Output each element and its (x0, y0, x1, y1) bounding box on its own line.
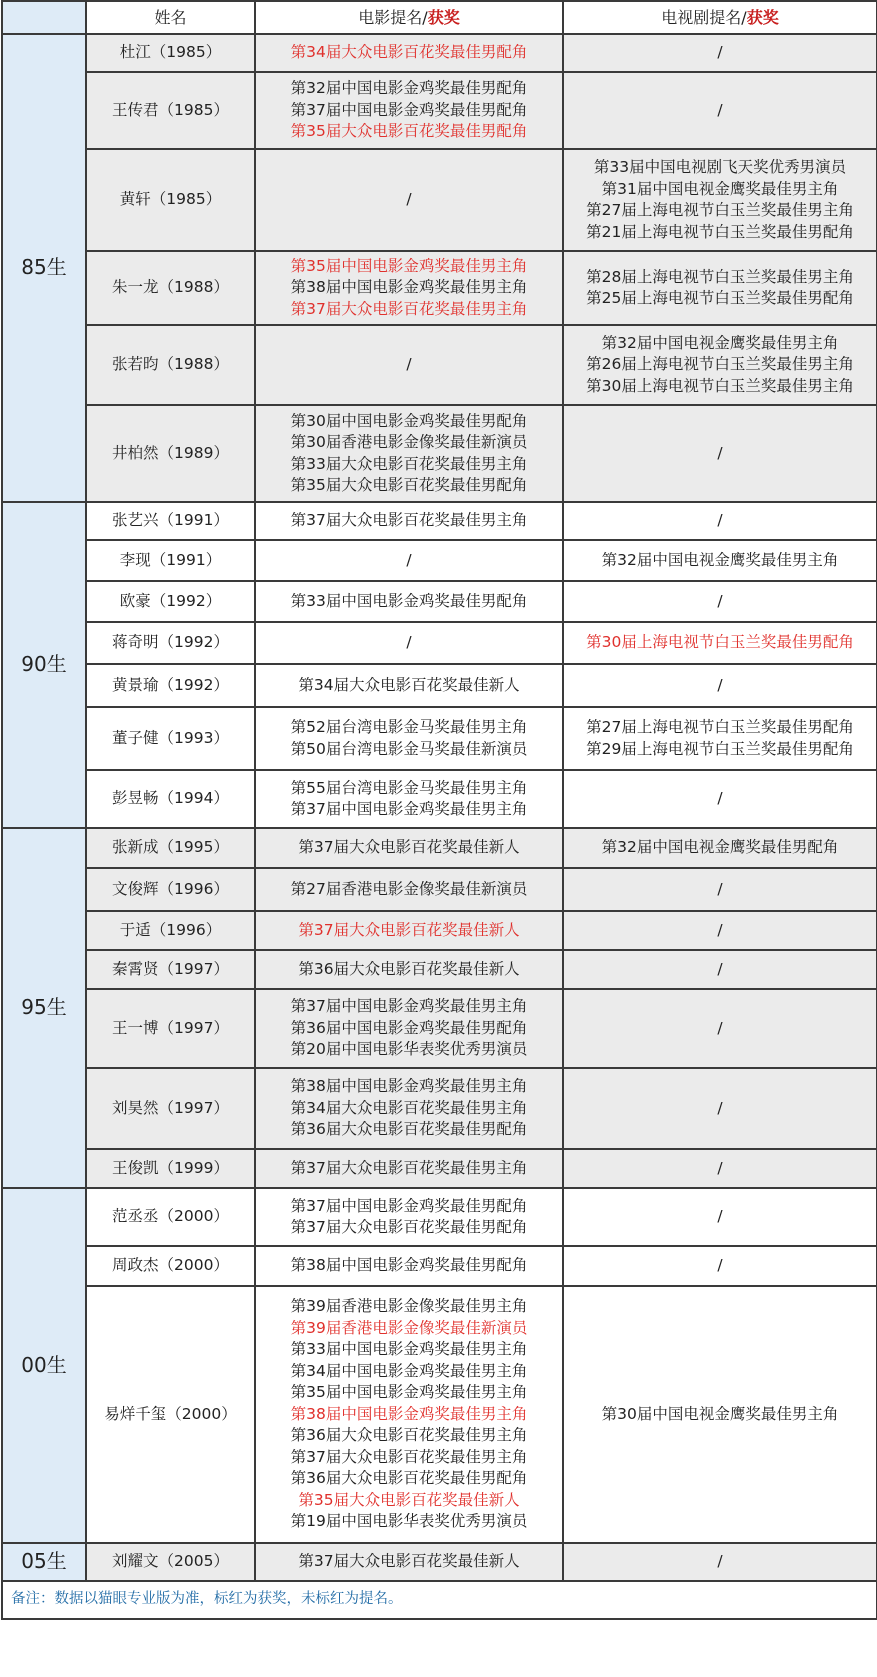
award-nominated: 第38届中国电影金鸡奖最佳男主角 (290, 278, 528, 297)
award-nominated: 第55届台湾电影金马奖最佳男主角 (290, 778, 528, 797)
empty-slash: / (717, 675, 723, 694)
table-row (2, 1543, 877, 1581)
award-nominated: 第27届上海电视节白玉兰奖最佳男主角 (586, 201, 854, 219)
actor-name: 于适（1996） (86, 911, 255, 950)
award-nominated: 第52届台湾电影金马奖最佳男主角 (290, 718, 528, 736)
award-won: 第39届香港电影金像奖最佳新演员 (290, 1318, 528, 1337)
tv-awards-cell (563, 868, 877, 911)
table-row (2, 251, 877, 325)
birth-group-label: 85生 (2, 34, 86, 502)
award-nominated: 第33届中国电影金鸡奖最佳男配角 (290, 591, 528, 610)
award-won: 第34届大众电影百花奖最佳男配角 (290, 43, 528, 62)
award-nominated: 第19届中国电影华表奖优秀男演员 (290, 1512, 528, 1531)
award-nominated: 第27届上海电视节白玉兰奖最佳男配角 (586, 718, 854, 736)
tv-awards-cell (563, 325, 877, 405)
award-won: 第30届上海电视节白玉兰奖最佳男配角 (586, 633, 854, 652)
tv-awards-cell (563, 1286, 877, 1543)
header-name: 姓名 (86, 1, 255, 34)
actor-name: 刘耀文（2005） (86, 1543, 255, 1581)
award-nominated: 第32届中国电影金鸡奖最佳男配角 (290, 79, 528, 98)
actor-name: 黄轩（1985） (86, 149, 255, 251)
film-awards-cell (255, 251, 563, 325)
award-nominated: 第32届中国电视金鹰奖最佳男主角 (601, 333, 839, 352)
header-group (2, 1, 86, 34)
header-tv-nominated: 电视剧提名/ (661, 7, 747, 27)
actor-name: 易烊千玺（2000） (86, 1286, 255, 1543)
award-nominated: 第32届中国电视金鹰奖最佳男主角 (601, 550, 839, 569)
table-row (2, 707, 877, 770)
empty-slash: / (717, 443, 723, 462)
actor-name: 杜江（1985） (86, 34, 255, 72)
tv-awards-cell (563, 581, 877, 622)
film-awards-cell (255, 868, 563, 911)
award-nominated: 第36届大众电影百花奖最佳男配角 (290, 1120, 528, 1139)
award-nominated: 第37届大众电影百花奖最佳男主角 (290, 511, 528, 530)
tv-awards-cell (563, 1246, 877, 1286)
empty-slash: / (406, 190, 412, 209)
film-awards-cell (255, 950, 563, 989)
actor-name: 张若昀（1988） (86, 325, 255, 405)
tv-awards-cell (563, 622, 877, 664)
birth-group-label: 00生 (2, 1188, 86, 1543)
award-nominated: 第34届大众电影百花奖最佳男主角 (290, 1098, 528, 1117)
award-nominated: 第36届大众电影百花奖最佳新人 (298, 959, 520, 978)
empty-slash: / (406, 550, 412, 569)
awards-table (1, 0, 877, 1620)
table-row (2, 770, 877, 828)
empty-slash: / (717, 591, 723, 610)
award-nominated: 第30届中国电影金鸡奖最佳男配角 (290, 411, 528, 430)
tv-awards-cell (563, 989, 877, 1068)
film-awards-cell (255, 325, 563, 405)
table-row (2, 72, 877, 149)
tv-awards-cell (563, 149, 877, 251)
award-nominated: 第36届中国电影金鸡奖最佳男配角 (290, 1018, 528, 1037)
table-row (2, 622, 877, 664)
tv-awards-cell (563, 1543, 877, 1581)
award-nominated: 第36届大众电影百花奖最佳男主角 (290, 1426, 528, 1445)
table-row (2, 1246, 877, 1286)
header-film-nominated: 电影提名/ (358, 7, 428, 27)
award-won: 第37届大众电影百花奖最佳新人 (298, 920, 520, 939)
actor-name: 蒋奇明（1992） (86, 622, 255, 664)
actor-name: 张新成（1995） (86, 828, 255, 868)
award-nominated: 第25届上海电视节白玉兰奖最佳男配角 (586, 289, 854, 307)
award-nominated: 第37届大众电影百花奖最佳新人 (298, 1552, 520, 1571)
empty-slash: / (717, 1018, 723, 1037)
film-awards-cell (255, 1149, 563, 1188)
award-nominated: 第31届中国电视金鹰奖最佳男主角 (601, 179, 839, 198)
table-row (2, 1188, 877, 1246)
table-row (2, 828, 877, 868)
actor-name: 李现（1991） (86, 540, 255, 581)
actor-name: 董子健（1993） (86, 707, 255, 770)
award-nominated: 第29届上海电视节白玉兰奖最佳男配角 (586, 739, 854, 758)
table-row (2, 1149, 877, 1188)
tv-awards-cell (563, 1068, 877, 1149)
actor-name: 周政杰（2000） (86, 1246, 255, 1286)
table-row (2, 868, 877, 911)
film-awards-cell (255, 770, 563, 828)
award-nominated: 第35届中国电影金鸡奖最佳男主角 (290, 1383, 528, 1402)
empty-slash: / (717, 1256, 723, 1275)
award-nominated: 第37届大众电影百花奖最佳男主角 (290, 1158, 528, 1177)
award-nominated: 第20届中国电影华表奖优秀男演员 (290, 1040, 528, 1059)
award-nominated: 第35届大众电影百花奖最佳男配角 (290, 476, 528, 494)
table-row (2, 950, 877, 989)
empty-slash: / (717, 1158, 723, 1177)
award-nominated: 第37届大众电影百花奖最佳男主角 (290, 1447, 528, 1466)
actor-name: 彭昱畅（1994） (86, 770, 255, 828)
actor-name: 王传君（1985） (86, 72, 255, 149)
empty-slash: / (717, 43, 723, 62)
actor-name: 朱一龙（1988） (86, 251, 255, 325)
tv-awards-cell (563, 251, 877, 325)
tv-awards-cell (563, 502, 877, 540)
actor-name: 文俊辉（1996） (86, 868, 255, 911)
tv-awards-cell (563, 34, 877, 72)
award-nominated: 第26届上海电视节白玉兰奖最佳男主角 (586, 355, 854, 374)
table-row (2, 325, 877, 405)
actor-name: 黄景瑜（1992） (86, 664, 255, 707)
table-row (2, 664, 877, 707)
tv-awards-cell (563, 1149, 877, 1188)
empty-slash: / (717, 1552, 723, 1571)
actor-name: 张艺兴（1991） (86, 502, 255, 540)
table-row (2, 405, 877, 502)
film-awards-cell (255, 1068, 563, 1149)
award-nominated: 第33届中国电视剧飞天奖优秀男演员 (593, 158, 847, 176)
tv-awards-cell (563, 911, 877, 950)
tv-awards-cell (563, 72, 877, 149)
award-nominated: 第33届中国电影金鸡奖最佳男主角 (290, 1340, 528, 1359)
header-row (2, 1, 877, 34)
empty-slash: / (717, 959, 723, 978)
tv-awards-cell (563, 707, 877, 770)
film-awards-cell (255, 405, 563, 502)
award-won: 第37届大众电影百花奖最佳男主角 (290, 299, 528, 318)
award-won: 第35届中国电影金鸡奖最佳男主角 (290, 256, 528, 275)
note-row (2, 1581, 877, 1619)
award-nominated: 第30届上海电视节白玉兰奖最佳男主角 (586, 376, 854, 395)
award-nominated: 第37届中国电影金鸡奖最佳男配角 (290, 1196, 528, 1215)
actor-name: 井柏然（1989） (86, 405, 255, 502)
award-nominated: 第37届中国电影金鸡奖最佳男主角 (290, 800, 528, 818)
award-nominated: 第36届大众电影百花奖最佳男配角 (290, 1469, 528, 1488)
award-won: 第35届大众电影百花奖最佳男配角 (290, 122, 528, 141)
actor-name: 欧豪（1992） (86, 581, 255, 622)
actor-name: 王俊凯（1999） (86, 1149, 255, 1188)
award-nominated: 第33届大众电影百花奖最佳男主角 (290, 454, 528, 473)
award-nominated: 第21届上海电视节白玉兰奖最佳男配角 (586, 222, 854, 241)
table-row (2, 502, 877, 540)
award-nominated: 第38届中国电影金鸡奖最佳男主角 (290, 1077, 528, 1096)
film-awards-cell (255, 34, 563, 72)
footnote: 备注：数据以猫眼专业版为准，标红为获奖，未标红为提名。 (2, 1581, 877, 1619)
table-row (2, 1068, 877, 1149)
table-row (2, 149, 877, 251)
empty-slash: / (717, 879, 723, 898)
table-row (2, 989, 877, 1068)
award-nominated: 第37届大众电影百花奖最佳男配角 (290, 1218, 528, 1236)
film-awards-cell (255, 828, 563, 868)
film-awards-cell (255, 502, 563, 540)
empty-slash: / (717, 511, 723, 530)
film-awards-cell (255, 1188, 563, 1246)
film-awards-cell (255, 707, 563, 770)
award-nominated: 第34届中国电影金鸡奖最佳男主角 (290, 1361, 528, 1380)
actor-name: 秦霄贤（1997） (86, 950, 255, 989)
empty-slash: / (717, 1207, 723, 1226)
tv-awards-cell (563, 950, 877, 989)
award-won: 第38届中国电影金鸡奖最佳男主角 (290, 1404, 528, 1423)
empty-slash: / (717, 100, 723, 119)
film-awards-cell (255, 1543, 563, 1581)
actor-name: 王一博（1997） (86, 989, 255, 1068)
film-awards-cell (255, 72, 563, 149)
award-nominated: 第37届中国电影金鸡奖最佳男配角 (290, 100, 528, 119)
award-nominated: 第39届香港电影金像奖最佳男主角 (290, 1297, 528, 1316)
table-row (2, 1286, 877, 1543)
table-row (2, 911, 877, 950)
film-awards-cell (255, 1286, 563, 1543)
empty-slash: / (717, 789, 723, 808)
empty-slash: / (717, 1098, 723, 1117)
award-won: 第35届大众电影百花奖最佳新人 (298, 1490, 520, 1509)
film-awards-cell (255, 149, 563, 251)
tv-awards-cell (563, 1188, 877, 1246)
film-awards-cell (255, 1246, 563, 1286)
award-nominated: 第50届台湾电影金马奖最佳新演员 (290, 739, 528, 758)
award-nominated: 第32届中国电视金鹰奖最佳男配角 (601, 838, 839, 857)
film-awards-cell (255, 664, 563, 707)
award-nominated: 第27届香港电影金像奖最佳新演员 (290, 879, 528, 898)
tv-awards-cell (563, 664, 877, 707)
tv-awards-cell (563, 405, 877, 502)
empty-slash: / (717, 920, 723, 939)
empty-slash: / (406, 633, 412, 652)
film-awards-cell (255, 622, 563, 664)
film-awards-cell (255, 581, 563, 622)
table-row (2, 540, 877, 581)
award-nominated: 第30届香港电影金像奖最佳新演员 (290, 433, 528, 451)
empty-slash: / (406, 355, 412, 374)
film-awards-cell (255, 911, 563, 950)
table-row (2, 581, 877, 622)
header-film-won: 获奖 (427, 7, 460, 27)
award-nominated: 第34届大众电影百花奖最佳新人 (298, 675, 520, 694)
birth-group-label: 95生 (2, 828, 86, 1188)
tv-awards-cell (563, 828, 877, 868)
actor-name: 刘昊然（1997） (86, 1068, 255, 1149)
award-nominated: 第37届大众电影百花奖最佳新人 (298, 838, 520, 857)
actor-name: 范丞丞（2000） (86, 1188, 255, 1246)
tv-awards-cell (563, 770, 877, 828)
film-awards-cell (255, 989, 563, 1068)
header-tv (563, 1, 877, 34)
birth-group-label: 90生 (2, 502, 86, 828)
birth-group-label: 05生 (2, 1543, 86, 1581)
film-awards-cell (255, 540, 563, 581)
header-film (255, 1, 563, 34)
tv-awards-cell (563, 540, 877, 581)
award-nominated: 第28届上海电视节白玉兰奖最佳男主角 (586, 267, 854, 286)
header-tv-won: 获奖 (746, 7, 779, 27)
award-nominated: 第37届中国电影金鸡奖最佳男主角 (290, 997, 528, 1016)
award-nominated: 第30届中国电视金鹰奖最佳男主角 (601, 1404, 839, 1423)
award-nominated: 第38届中国电影金鸡奖最佳男配角 (290, 1256, 528, 1275)
table-row (2, 34, 877, 72)
